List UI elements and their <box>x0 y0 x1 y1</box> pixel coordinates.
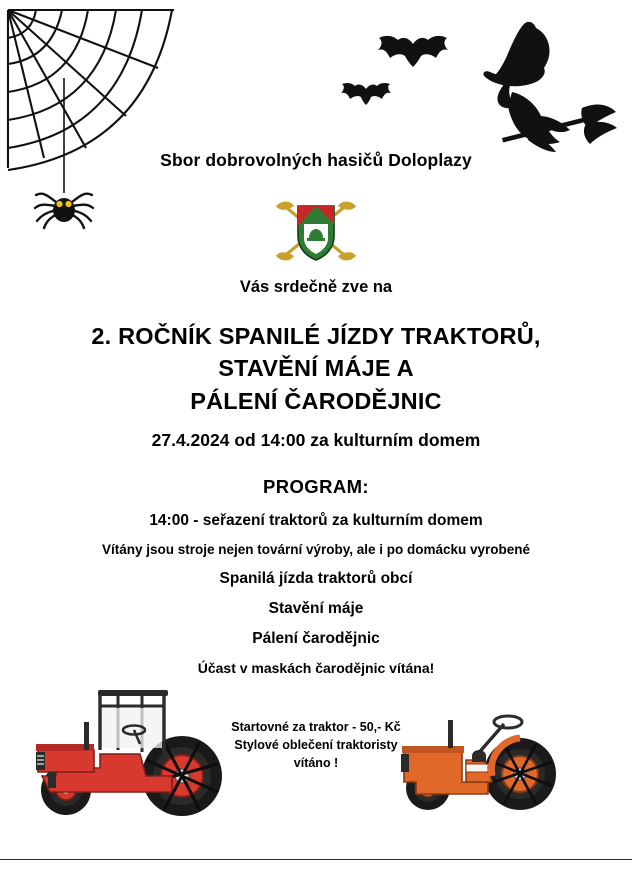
organizer-line: Sbor dobrovolných hasičů Doloplazy <box>160 150 472 170</box>
spiderweb-icon <box>6 8 196 228</box>
invitation-line: Vás srdečně zve na <box>239 278 393 296</box>
program-item: Spanilá jízda traktorů obcí <box>219 570 413 587</box>
title-line-2: STAVĚNÍ MÁJE A <box>218 355 414 382</box>
page-title <box>0 320 632 417</box>
title-line-1: 2. ROČNÍK SPANILÉ JÍZDY TRAKTORŮ, <box>91 323 541 349</box>
fee-note <box>0 718 632 772</box>
event-datetime: 27.4.2024 od 14:00 za kulturním domem <box>151 430 481 450</box>
program-item: 14:00 - seřazení traktorů za kulturním domem <box>149 512 483 529</box>
bat-icon <box>370 34 456 83</box>
bat-icon <box>338 82 394 117</box>
program-item: Pálení čarodějnic <box>252 630 380 647</box>
program-heading: PROGRAM: <box>263 476 369 497</box>
title-line-3: PÁLENÍ ČARODĚJNIC <box>190 387 442 414</box>
program-item: Účast v maskách čarodějnic vítána! <box>197 660 435 676</box>
program-item: Stavění máje <box>268 600 364 617</box>
fee-line-3: vítáno ! <box>293 756 339 771</box>
program-item: Vítány jsou stroje nejen tovární výroby, ale i po domácku vyrobené <box>101 542 531 557</box>
divider <box>0 859 632 860</box>
program-list <box>0 512 632 688</box>
firefighters-emblem-icon <box>0 196 632 266</box>
fee-line-2: Stylové oblečení traktoristy <box>234 738 398 753</box>
fee-line-1: Startovné za traktor - 50,- Kč <box>231 720 401 734</box>
